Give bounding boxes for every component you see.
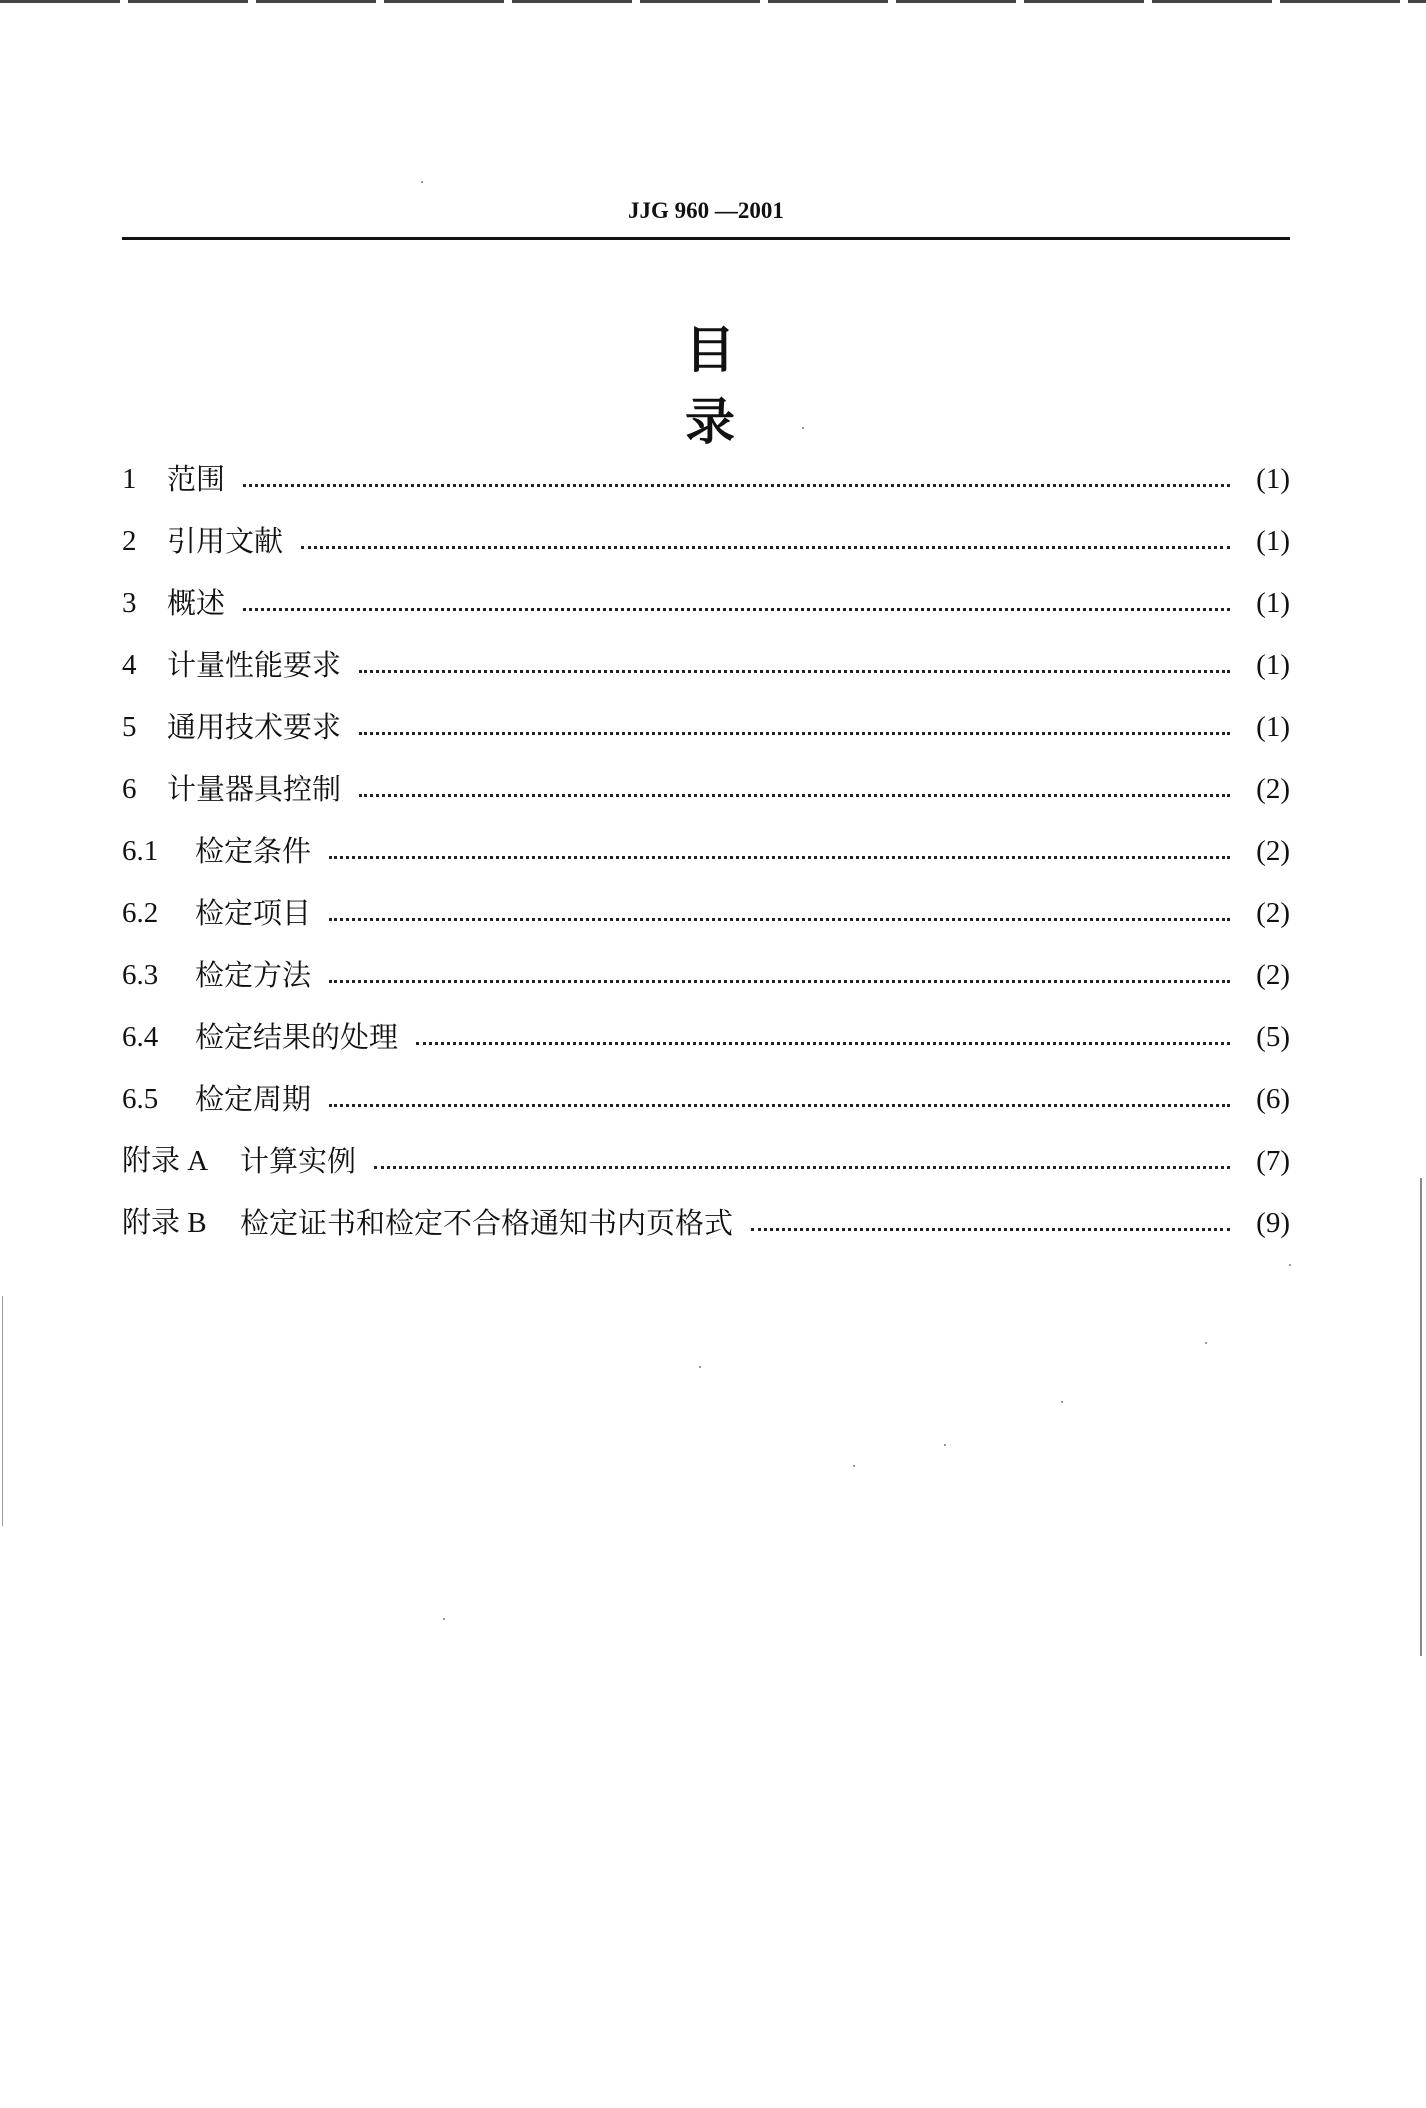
scan-speck bbox=[1289, 1264, 1291, 1266]
dot-leader bbox=[374, 1166, 1230, 1169]
toc-entry-page: (7) bbox=[1256, 1144, 1290, 1177]
toc-entry-number: 6.2 bbox=[122, 896, 159, 929]
toc-entry-title: 检定周期 bbox=[195, 1081, 312, 1116]
toc-entry-page: (2) bbox=[1256, 896, 1290, 929]
dot-leader bbox=[329, 980, 1230, 983]
toc-entry-number: 6 bbox=[122, 772, 137, 805]
toc-entry-page: (5) bbox=[1256, 1020, 1290, 1053]
scan-speck bbox=[1205, 1342, 1207, 1344]
toc-entry-title: 检定方法 bbox=[195, 957, 312, 992]
toc-entry-page: (6) bbox=[1256, 1082, 1290, 1115]
toc-entry-number: 4 bbox=[122, 648, 137, 681]
toc-entry-title: 通用技术要求 bbox=[167, 709, 342, 744]
toc-entry-page: (1) bbox=[1256, 524, 1290, 557]
toc-entry-page: (1) bbox=[1256, 586, 1290, 619]
scan-speck bbox=[1061, 1401, 1063, 1403]
scan-speck bbox=[443, 1618, 445, 1620]
toc-entry-number: 附录 B bbox=[122, 1206, 207, 1239]
toc-entry-4[interactable] bbox=[122, 634, 1290, 696]
toc-entry-title: 检定证书和检定不合格通知书内页格式 bbox=[240, 1205, 734, 1240]
toc-entry-6-1[interactable] bbox=[122, 820, 1290, 882]
toc-entry-number: 2 bbox=[122, 524, 137, 557]
toc-entry-title: 引用文献 bbox=[167, 523, 284, 558]
toc-entry-3[interactable] bbox=[122, 572, 1290, 634]
dot-leader bbox=[359, 732, 1230, 735]
toc-entry-6-2[interactable] bbox=[122, 882, 1290, 944]
toc-entry-number: 附录 A bbox=[122, 1144, 209, 1177]
toc-entry-page: (1) bbox=[1256, 710, 1290, 743]
toc-entry-number: 6.1 bbox=[122, 834, 159, 867]
scan-speck bbox=[944, 1444, 946, 1446]
toc-entry-number: 3 bbox=[122, 586, 137, 619]
toc-entry-title: 范围 bbox=[167, 461, 226, 496]
toc-entry-5[interactable] bbox=[122, 696, 1290, 758]
scan-left-edge-mark bbox=[2, 1296, 3, 1526]
table-of-contents bbox=[122, 448, 1290, 1254]
toc-entry-page: (2) bbox=[1256, 834, 1290, 867]
toc-entry-page: (9) bbox=[1256, 1206, 1290, 1239]
toc-entry-page: (1) bbox=[1256, 648, 1290, 681]
toc-entry-title: 概述 bbox=[167, 585, 226, 620]
toc-entry-number: 5 bbox=[122, 710, 137, 743]
toc-entry-2[interactable] bbox=[122, 510, 1290, 572]
toc-entry-6-3[interactable] bbox=[122, 944, 1290, 1006]
dot-leader bbox=[359, 670, 1230, 673]
toc-entry-number: 6.4 bbox=[122, 1020, 159, 1053]
toc-entry-title: 计量器具控制 bbox=[167, 771, 342, 806]
dot-leader bbox=[329, 856, 1230, 859]
toc-entry-page: (2) bbox=[1256, 772, 1290, 805]
toc-entry-appendix-b[interactable] bbox=[122, 1192, 1290, 1254]
toc-entry-title: 检定结果的处理 bbox=[195, 1019, 399, 1054]
toc-entry-6-4[interactable] bbox=[122, 1006, 1290, 1068]
page-title: 目 录 bbox=[685, 321, 841, 451]
toc-entry-title: 计量性能要求 bbox=[167, 647, 342, 682]
toc-entry-6-5[interactable] bbox=[122, 1068, 1290, 1130]
toc-entry-number: 6.5 bbox=[122, 1082, 159, 1115]
dot-leader bbox=[416, 1042, 1230, 1045]
scan-right-edge-mark bbox=[1420, 1178, 1422, 1656]
header-rule bbox=[122, 237, 1290, 240]
toc-entry-page: (2) bbox=[1256, 958, 1290, 991]
dot-leader bbox=[243, 608, 1230, 611]
toc-entry-page: (1) bbox=[1256, 462, 1290, 495]
scan-speck bbox=[699, 1366, 701, 1368]
scan-speck bbox=[853, 1465, 855, 1467]
toc-entry-number: 6.3 bbox=[122, 958, 159, 991]
document-code-header: JJG 960 —2001 bbox=[628, 198, 784, 223]
scan-speck bbox=[421, 181, 423, 183]
toc-entry-title: 计算实例 bbox=[240, 1143, 357, 1178]
dot-leader bbox=[329, 1104, 1230, 1107]
toc-entry-title: 检定条件 bbox=[195, 833, 312, 868]
dot-leader bbox=[301, 546, 1230, 549]
dot-leader bbox=[359, 794, 1230, 797]
toc-entry-1[interactable] bbox=[122, 448, 1290, 510]
dot-leader bbox=[751, 1228, 1230, 1231]
dot-leader bbox=[329, 918, 1230, 921]
toc-entry-title: 检定项目 bbox=[195, 895, 312, 930]
toc-entry-number: 1 bbox=[122, 462, 137, 495]
toc-entry-appendix-a[interactable] bbox=[122, 1130, 1290, 1192]
dot-leader bbox=[243, 484, 1230, 487]
toc-entry-6[interactable] bbox=[122, 758, 1290, 820]
scan-top-border bbox=[0, 0, 1426, 3]
